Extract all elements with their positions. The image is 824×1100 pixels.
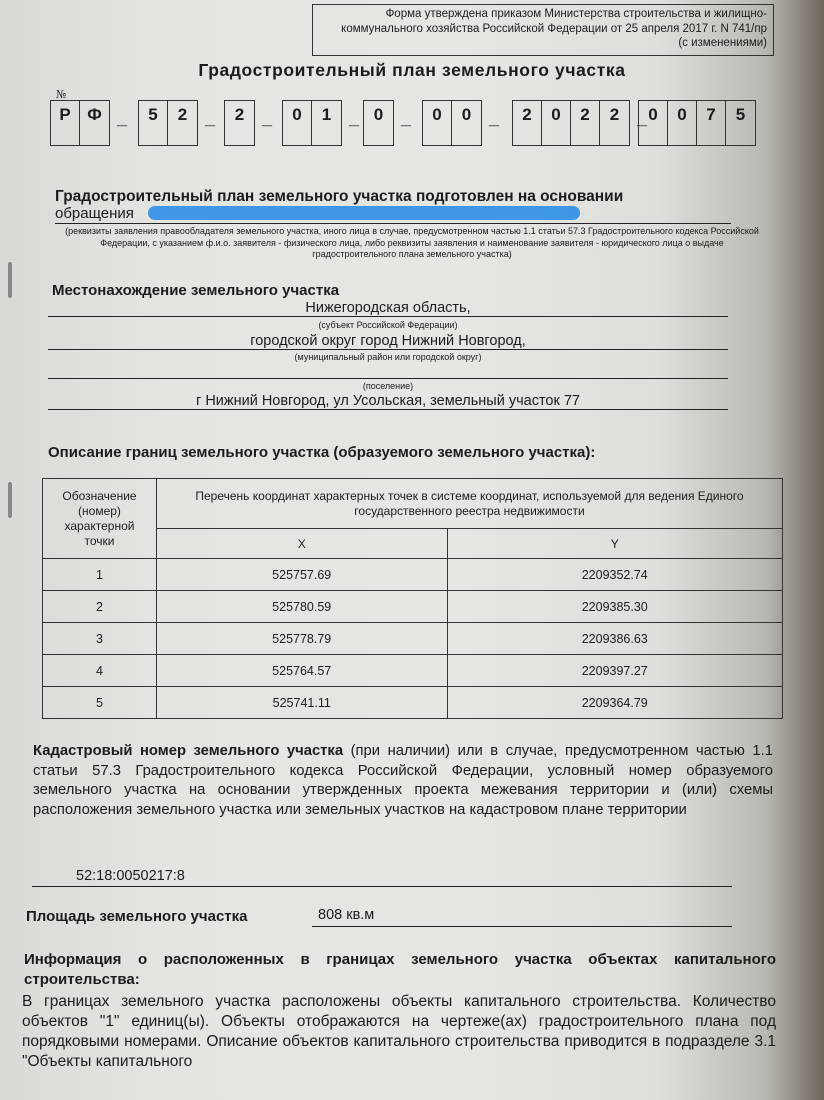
cell-x: 525741.11	[156, 687, 447, 719]
plan-number-group	[638, 100, 756, 146]
table-row	[43, 559, 783, 591]
cell-y: 2209385.30	[447, 591, 783, 623]
cadastral-description: (при наличии) или в случае, предусмотренном частью 1.1 статьи 57.3 Градостроительного кодекса Российской Федерации, условный номер образуемого земельного участка на основании утвержденных проекта межевания территории и (или) схемы расположения земельного участка или земельных участков на кадастровом плане территории	[33, 743, 773, 818]
plan-number-digit: 0	[542, 101, 571, 145]
basis-heading: Градостроительный план земельного участка подготовлен на основании	[55, 188, 624, 205]
location-municipality: городской округ город Нижний Новгород,	[48, 333, 728, 350]
form-note-line: (с изменениями)	[678, 37, 767, 49]
table-row	[43, 687, 783, 719]
cell-n: 2	[43, 591, 157, 623]
col-header-x: X	[156, 529, 447, 559]
plan-number-group	[422, 100, 482, 146]
coordinates-table	[42, 478, 783, 719]
form-approval-note	[312, 4, 774, 56]
location-address: г Нижний Новгород, ул Усольская, земельный участок 77	[48, 393, 728, 410]
objects-heading: Информация о расположенных в границах земельного участка объектах капитального строительства:	[24, 951, 776, 988]
plan-number-separator: _	[262, 108, 273, 128]
number-sign: №	[56, 88, 67, 101]
location-heading: Местонахождение земельного участка	[52, 282, 340, 299]
basis-value-prefix: обращения	[55, 205, 134, 222]
plan-number-digit: 0	[373, 105, 384, 124]
redaction-mark	[148, 206, 580, 220]
plan-number-separator: _	[205, 108, 216, 128]
plan-number-digit: 2	[571, 101, 600, 145]
plan-number-digit: 5	[139, 101, 168, 145]
area-value-line	[312, 906, 732, 927]
col-header-coords: Перечень координат характерных точек в системе координат, используемой для ведения Единого государственного реестра недвижимости	[156, 479, 782, 529]
col-header-y: Y	[447, 529, 783, 559]
plan-number-digit: 2	[513, 101, 542, 145]
plan-number-separator: _	[489, 108, 500, 128]
plan-number-digit: 7	[697, 101, 726, 145]
table-row	[43, 623, 783, 655]
location-settlement	[48, 362, 728, 379]
cell-y: 2209386.63	[447, 623, 783, 655]
cadastral-value-line	[32, 866, 732, 887]
plan-number-separator: _	[117, 108, 128, 128]
objects-text: В границах земельного участка расположены объекты капитального строительства. Количество объектов "1" единиц(ы). Объекты отображаются на чертеже(ах) градостроительного плана под порядковыми номерами. Описание объектов капитального строительства приводится в подразделе 3.1 "Объекты капитального	[22, 993, 776, 1070]
cell-n: 5	[43, 687, 157, 719]
cadastral-heading: Кадастровый номер земельного участка	[33, 743, 344, 759]
plan-number-group	[138, 100, 198, 146]
document-title: Градостроительный план земельного участка	[198, 60, 626, 80]
cell-y: 2209397.27	[447, 655, 783, 687]
plan-number-group	[512, 100, 630, 146]
plan-number-digit: 1	[321, 105, 332, 124]
plan-number-digit: Р	[51, 101, 80, 145]
plan-number-digit: 5	[735, 105, 746, 124]
plan-number-digit: 2	[177, 105, 188, 124]
plan-number-digit: 0	[461, 105, 472, 124]
plan-number-digit: 0	[639, 101, 668, 145]
plan-number-separator: _	[349, 108, 360, 128]
staple-mark	[8, 482, 12, 518]
cell-y: 2209352.74	[447, 559, 783, 591]
area-label: Площадь земельного участка	[26, 908, 248, 925]
plan-number-group	[224, 100, 255, 146]
cadastral-paragraph	[33, 742, 773, 820]
cell-x: 525778.79	[156, 623, 447, 655]
area-value: 808 кв.м	[318, 907, 375, 923]
cell-y: 2209364.79	[447, 687, 783, 719]
staple-mark	[8, 262, 12, 298]
plan-number-separator: _	[637, 108, 648, 128]
cell-n: 3	[43, 623, 157, 655]
cell-x: 525780.59	[156, 591, 447, 623]
location-subject: Нижегородская область,	[48, 300, 728, 317]
plan-number-digit: 2	[609, 105, 620, 124]
location-subject-caption: (субъект Российской Федерации)	[318, 320, 458, 330]
basis-caption: (реквизиты заявления правообладателя земельного участка, иного лица в случае, предусмотренном частью 1.1 статьи 57.3 Градостроительного кодекса Российской Федерации, с указанием ф.и.о. заявителя - физического лица, либо реквизиты заявления и наименование заявителя - юридического лица о выдаче градостроительного плана земельного участка)	[65, 226, 759, 259]
plan-number-digit: 0	[668, 101, 697, 145]
plan-number-digit: 0	[283, 101, 312, 145]
cell-n: 1	[43, 559, 157, 591]
location-municipality-caption: (муниципальный район или городской округ)	[294, 352, 482, 362]
cell-x: 525757.69	[156, 559, 447, 591]
table-row	[43, 591, 783, 623]
col-header-point: Обозначение (номер) характерной точки	[43, 479, 157, 559]
form-note-line: Форма утверждена приказом Министерства строительства и жилищно-	[385, 8, 767, 20]
plan-number-digit: 0	[423, 101, 452, 145]
cadastral-number: 52:18:0050217:8	[76, 868, 185, 884]
location-settlement-caption: (поселение)	[362, 381, 414, 391]
plan-number-separator: _	[401, 108, 412, 128]
plan-number-digit: Ф	[87, 105, 102, 124]
plan-number-group	[282, 100, 342, 146]
boundaries-heading: Описание границ земельного участка (образуемого земельного участка):	[48, 444, 596, 461]
cell-n: 4	[43, 655, 157, 687]
table-row	[43, 655, 783, 687]
plan-number-group	[50, 100, 110, 146]
form-note-line: коммунального хозяйства Российской Федерации от 25 апреля 2017 г. N 741/пр	[341, 22, 767, 35]
plan-number-digit: 2	[234, 105, 245, 124]
plan-number-group	[363, 100, 394, 146]
cell-x: 525764.57	[156, 655, 447, 687]
